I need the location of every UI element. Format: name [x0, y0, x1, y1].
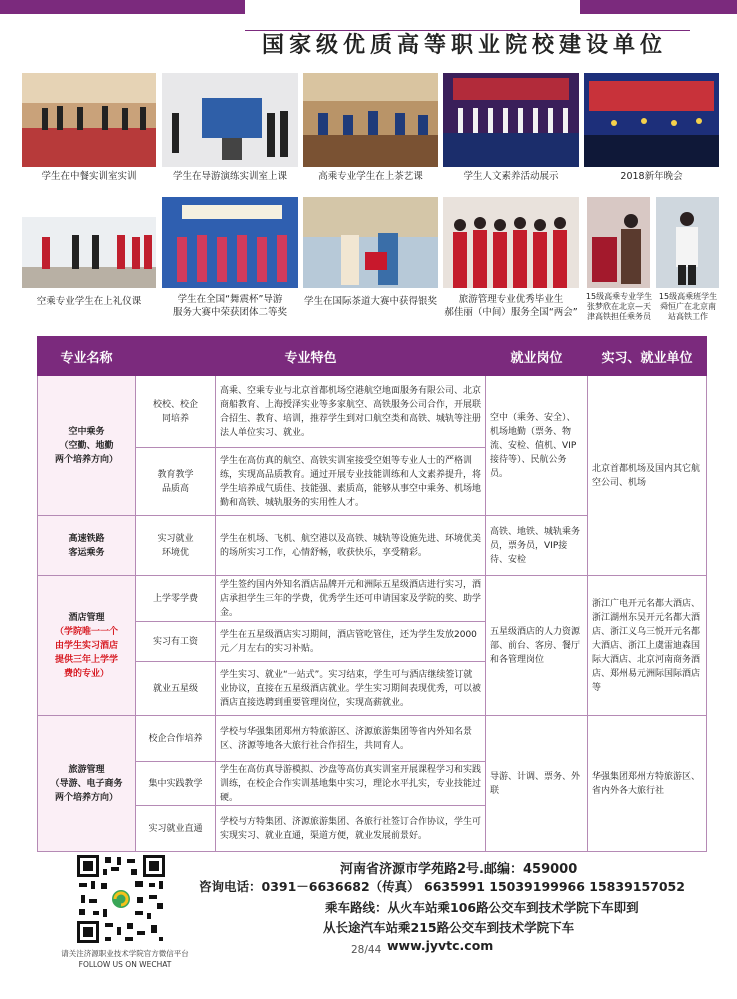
photo-chinese-restaurant-training — [22, 73, 156, 167]
photo-new-year-gala — [584, 73, 719, 167]
photo-caption: 2018新年晚会 — [620, 171, 683, 182]
contact-phone: 咨询电话：0391－6636682（传真） 6635991 15039199966 15839157052 — [199, 879, 685, 894]
table-row — [38, 716, 707, 762]
photo-tour-guide-studio — [162, 73, 298, 167]
feature-text: 学校与方特集团、济源旅游集团、各旅行社签订合作协议，学生可实现实习、就业直通，渠道方便，就业发展前景好。 — [216, 806, 486, 852]
bus-route-coach: 从长途汽车站乘215路公交车到技术学院下车 — [323, 920, 575, 935]
page-indicator: 28/44 — [351, 944, 382, 956]
photo-two-sessions-service — [443, 197, 579, 288]
photo-tea-art-class — [303, 73, 438, 167]
photo-caption: 15级高乘专业学生 张梦欣在北京—天 津高铁担任乘务员 — [585, 292, 653, 321]
feature-text: 学生在高仿真的航空、高铁实训室接受空姐等专业人士的严格训练，实现高品质教育。通过开展专业技能训练和人文素养提升，将学生培养成气质佳、技能强、素质高，能够从事空中乘务、机场地勤和高铁、城轨服务的实用性人才。 — [216, 448, 486, 516]
header-units: 实习、就业单位 — [588, 337, 707, 376]
photo-high-speed-rail-attendant — [587, 197, 650, 288]
address: 河南省济源市学苑路2号.邮编：459000 — [340, 862, 578, 877]
feature-label: 集中实践教学 — [136, 762, 216, 806]
photo-caption: 空乘专业学生在上礼仪课 — [36, 296, 142, 307]
major-high-speed-rail: 高速铁路 客运乘务 — [38, 516, 136, 576]
feature-label: 校企合作培养 — [136, 716, 216, 762]
wechat-qr-code — [75, 853, 167, 945]
feature-text: 学生在五星级酒店实习期间，酒店管吃管住，还为学生发放2000元／月左右的实习补贴。 — [216, 622, 486, 662]
photo-tour-guide-contest — [162, 197, 298, 288]
units-cell: 华强集团郑州方特旅游区、省内外各大旅行社 — [588, 716, 707, 852]
feature-text: 学生在机场、飞机、航空港以及高铁、城轨等设施先进、环境优美的场所实习工作，心情舒畅，收获快乐，享受精彩。 — [216, 516, 486, 576]
table-row — [38, 376, 707, 448]
bus-route-train: 乘车路线：从火车站乘106路公交车到技术学院下车即到 — [325, 900, 639, 915]
major-tourism-management: 旅游管理 （导游、电子商务 两个培养方向） — [38, 716, 136, 852]
feature-label: 校校、校企 同培养 — [136, 376, 216, 448]
feature-label: 教育教学 品质高 — [136, 448, 216, 516]
header-bar-right — [580, 0, 737, 14]
table-row — [38, 576, 707, 622]
table-header-row — [38, 337, 707, 376]
feature-text: 学生签约国内外知名酒店品牌开元和洲际五星级酒店进行实习，酒店承担学生三年的学费，优秀学生还可申请国家及学院的奖、助学金。 — [216, 576, 486, 622]
feature-text: 学生在高仿真导游模拟、沙盘等高仿真实训室开展课程学习和实践训练，在校企合作实训基地集中实习，理论水平扎实，专业技能过硬。 — [216, 762, 486, 806]
major-air-cabin: 空中乘务 （空勤、地勤 两个培养方向） — [38, 376, 136, 516]
photo-etiquette-class — [22, 197, 156, 288]
feature-text: 高乘、空乘专业与北京首都机场空港航空地面服务有限公司、北京商船教育、上海授泽实业等多家航空、高铁服务公司合作，开展联合招生、教育、培训，推荐学生到对口航空类和高铁、城轨等注册法人单位实习、就业。 — [216, 376, 486, 448]
photo-caption: 学生在导游演练实训室上课 — [172, 171, 287, 182]
majors-table — [37, 336, 707, 852]
units-cell: 浙江广电开元名都大酒店、浙江湖州东吴开元名都大酒店、浙江义乌三悦开元名都大酒店、浙江上虞雷迪森国际大酒店、北京河南商务酒店、郑州易元洲际国际酒店等 — [588, 576, 707, 716]
photo-caption: 高乘专业学生在上茶艺课 — [318, 171, 423, 182]
header-major-name: 专业名称 — [38, 337, 136, 376]
feature-label: 就业五星级 — [136, 662, 216, 716]
photo-caption: 旅游管理专业优秀毕业生 郝佳丽（中间）服务全国“两会” — [444, 294, 578, 318]
photo-caption: 学生在全国“舞震杯”导游 服务大赛中荣获团体二等奖 — [172, 294, 287, 318]
photo-caption: 学生在国际茶道大赛中获得银奖 — [303, 296, 437, 307]
feature-label: 实习就业 环境优 — [136, 516, 216, 576]
major-hotel-management: 酒店管理 （学院唯一一个 由学生实习酒店 提供三年上学学 费的专业） — [38, 576, 136, 716]
page-title: 国家级优质高等职业院校建设单位 — [262, 32, 668, 58]
units-cell: 北京首都机场及国内其它航空公司、机场 — [588, 376, 707, 576]
qr-caption: 请关注济源职业技术学院官方微信平台 FOLLOW US ON WECHAT — [61, 949, 189, 969]
jobs-cell: 空中（乘务、安全）、机场地勤（票务、物流、安检、值机、VIP接待等）、民航公务员。 — [486, 376, 588, 516]
header-jobs: 就业岗位 — [486, 337, 588, 376]
feature-text: 学校与华强集团郑州方特旅游区、济源旅游集团等省内外知名景区、济源等地各大旅行社合作招生，共同育人。 — [216, 716, 486, 762]
jobs-cell: 高铁、地铁、城轨乘务员，票务员，VIP接待、安检 — [486, 516, 588, 576]
feature-label: 实习有工资 — [136, 622, 216, 662]
jobs-cell: 五星级酒店的人力资源部、前台、客房、餐厅和各管理岗位 — [486, 576, 588, 716]
header-bar-left — [0, 0, 245, 14]
photo-caption: 学生人文素养活动展示 — [463, 171, 559, 182]
website-link[interactable]: www.jyvtc.com — [387, 938, 494, 953]
photo-humanities-activity — [443, 73, 579, 167]
feature-label: 实习就业直通 — [136, 806, 216, 852]
feature-label: 上学零学费 — [136, 576, 216, 622]
photo-caption: 学生在中餐实训室实训 — [41, 171, 137, 182]
photo-caption: 15级高乘班学生 舜恒广在北京南 站高铁工作 — [658, 292, 718, 321]
feature-text: 学生实习、就业“一站式”。实习结束，学生可与酒店继续签订就业协议，直接在五星级酒店就业。学生实习期间表现优秀，可以被酒店直接选聘到重要管理岗位，实现高薪就业。 — [216, 662, 486, 716]
photo-beijing-south-station — [656, 197, 719, 288]
header-major-features: 专业特色 — [136, 337, 486, 376]
jobs-cell: 导游、计调、票务、外联 — [486, 716, 588, 852]
photo-tea-ceremony-award — [303, 197, 438, 288]
